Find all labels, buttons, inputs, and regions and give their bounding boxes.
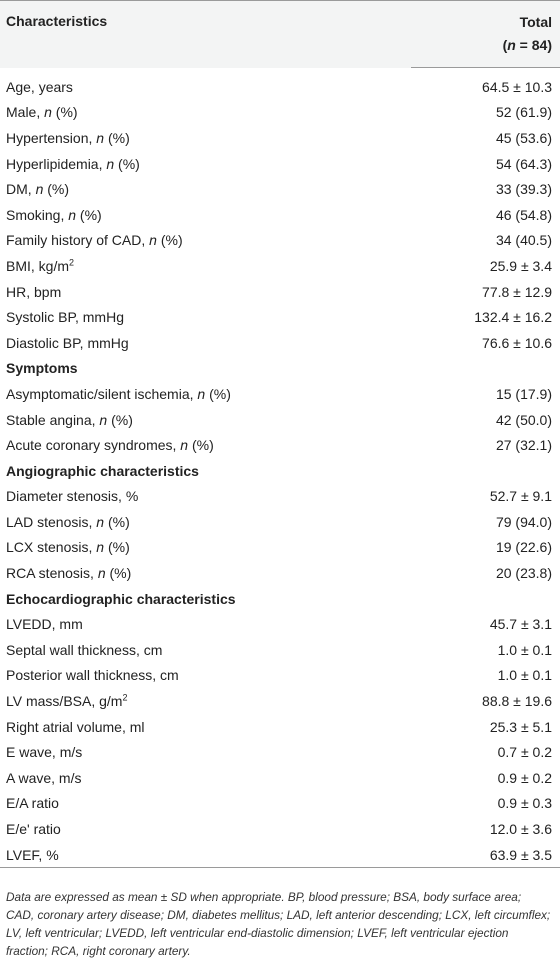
table-row [0, 739, 560, 765]
row-label: LVEF, % [0, 842, 411, 868]
table-row [0, 535, 560, 561]
row-label: Acute coronary syndromes, n (%) [6, 437, 214, 454]
table-row [0, 509, 560, 535]
table-row [0, 253, 560, 279]
row-value: 0.7 ± 0.2 [497, 744, 552, 761]
row-label: BMI, $kg/m^2$ [6, 257, 75, 274]
section-label: Echocardiographic characteristics [6, 590, 236, 607]
row-value: 15 (17.9) [495, 385, 552, 402]
row-value: 1.0 ± 0.1 [497, 641, 552, 658]
row-label: Hyperlipidemia, n (%) [6, 155, 140, 172]
row-label: DM, n (%) [6, 181, 70, 198]
row-label: HR, bpm [6, 283, 62, 300]
row-value: 132.4 ± 16.2 [474, 309, 552, 326]
table-row [0, 228, 560, 254]
row-label: Family history of CAD, n (%) [6, 232, 183, 249]
table-row [0, 330, 560, 356]
header-row [0, 1, 560, 32]
table-row [0, 765, 560, 791]
table-row [0, 432, 560, 458]
row-value [411, 356, 560, 382]
table-row [0, 816, 560, 842]
table-body [0, 68, 560, 868]
row-label: E/e' ratio [6, 821, 61, 838]
table-row [0, 637, 560, 663]
row-value: 20 (23.8) [495, 565, 552, 582]
table-row [0, 202, 560, 228]
row-label: LAD stenosis, n (%) [6, 513, 130, 530]
row-value: 46 (54.8) [495, 206, 552, 223]
row-label: E wave, m/s [6, 744, 83, 761]
table-row [0, 714, 560, 740]
row-value: 34 (40.5) [495, 232, 552, 249]
table-row [0, 842, 560, 868]
row-value: 63.9 ± 3.5 [411, 842, 560, 868]
row-label: Age, years [6, 78, 73, 95]
table-row [0, 151, 560, 177]
row-value: 52 (61.9) [495, 104, 552, 121]
header-total-n: (n = 84) [411, 31, 560, 68]
row-label: Male, n (%) [6, 104, 78, 121]
table-row [0, 663, 560, 689]
table-row [0, 74, 560, 100]
row-label: E/A ratio [6, 795, 59, 812]
row-value: 27 (32.1) [495, 437, 552, 454]
section-row [0, 586, 560, 612]
row-label: RCA stenosis, n (%) [6, 565, 132, 582]
row-label: Smoking, n (%) [6, 206, 102, 223]
table-row [0, 484, 560, 510]
row-label: A wave, m/s [6, 769, 82, 786]
row-value: 52.7 ± 9.1 [489, 488, 552, 505]
row-value: 54 (64.3) [495, 155, 552, 172]
row-label: LV mass/BSA, $g/m^2$ [6, 692, 128, 710]
table-row [0, 176, 560, 202]
row-value: 19 (22.6) [495, 539, 552, 556]
table-row [0, 688, 560, 714]
row-value: 77.8 ± 12.9 [482, 283, 552, 300]
row-label: Asymptomatic/silent ischemia, n (%) [6, 385, 231, 402]
section-row [0, 356, 560, 382]
row-value [411, 586, 560, 612]
table-header [0, 1, 560, 68]
table-row [0, 560, 560, 586]
table-row [0, 407, 560, 433]
table-row [0, 611, 560, 637]
section-label: Symptoms [6, 360, 78, 377]
table-row [0, 125, 560, 151]
row-label: Right atrial volume, ml [6, 718, 145, 735]
table-row [0, 279, 560, 305]
row-label: Systolic BP, mmHg [6, 309, 124, 326]
section-row [0, 458, 560, 484]
table-row [0, 304, 560, 330]
row-value: 64.5 ± 10.3 [482, 78, 552, 95]
table-row [0, 381, 560, 407]
row-value: 12.0 ± 3.6 [489, 821, 552, 838]
row-value: 25.3 ± 5.1 [489, 718, 552, 735]
section-label: Angiographic characteristics [6, 462, 199, 479]
header-total: Total [411, 1, 560, 32]
row-value: 33 (39.3) [495, 181, 552, 198]
row-label: Hypertension, n (%) [6, 129, 130, 146]
row-value [411, 458, 560, 484]
row-label: LCX stenosis, n (%) [6, 539, 130, 556]
row-label: Stable angina, n (%) [6, 411, 133, 428]
row-value: 0.9 ± 0.2 [497, 769, 552, 786]
header-characteristics: Characteristics [0, 1, 411, 68]
table-row [0, 791, 560, 817]
row-value: 88.8 ± 19.6 [482, 693, 552, 710]
row-label: LVEDD, mm [6, 616, 83, 633]
table-row [0, 100, 560, 126]
row-value: 0.9 ± 0.3 [497, 795, 552, 812]
row-value: 76.6 ± 10.6 [482, 334, 552, 351]
row-label: Septal wall thickness, cm [6, 641, 163, 658]
row-value: 42 (50.0) [495, 411, 552, 428]
row-value: 25.9 ± 3.4 [489, 257, 552, 274]
row-value: 45.7 ± 3.1 [489, 616, 552, 633]
row-value: 45 (53.6) [495, 129, 552, 146]
row-value: 1.0 ± 0.1 [497, 667, 552, 684]
row-label: Diastolic BP, mmHg [6, 334, 129, 351]
row-label: Posterior wall thickness, cm [6, 667, 179, 684]
row-value: 79 (94.0) [495, 513, 552, 530]
table-footnote: Data are expressed as mean ± SD when appropriate. BP, blood pressure; BSA, body surface area; CAD, coronary artery disease; DM, diabetes mellitus; LAD, left anterior descending; LCX, left circumflex; LV, left ventricular; LVEDD, left ventricular end-diastolic dimension; LVEF, left ventricular ejection fraction; RCA, right coronary artery. [6, 890, 551, 958]
row-label: Diameter stenosis, % [6, 488, 139, 505]
